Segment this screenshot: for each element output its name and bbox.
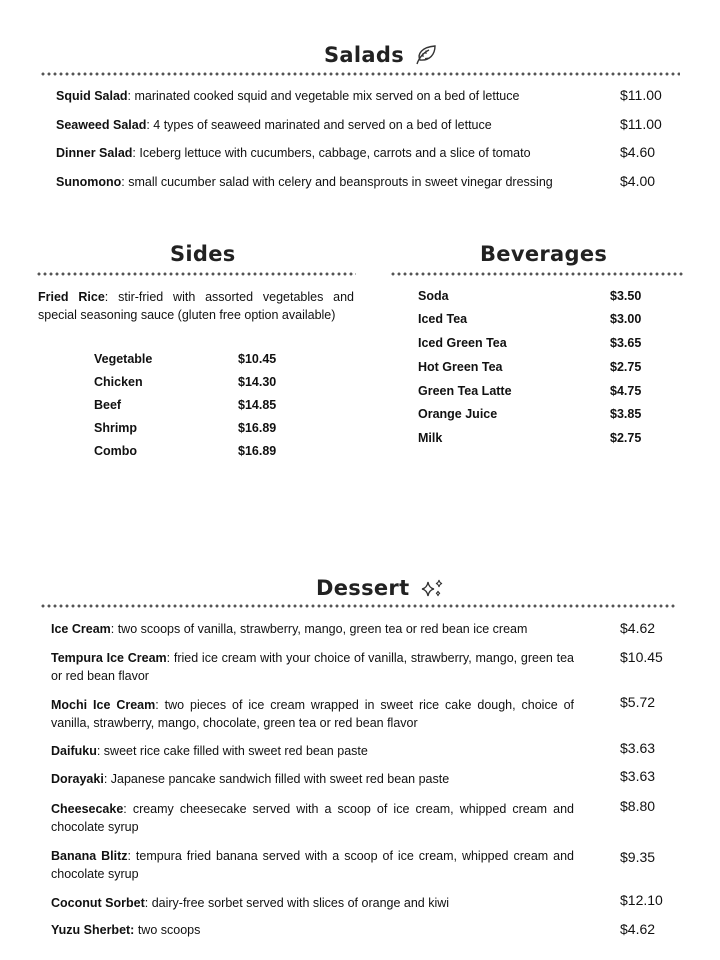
item-description: : two pieces of ice cream wrapped in sweet rice cake dough, choice of vanilla, strawberry, mango, chocolate, green tea or red bean flavor — [51, 698, 574, 730]
option-price: $16.89 — [238, 444, 277, 458]
item-price: $4.62 — [620, 620, 656, 636]
beverage-name: Green Tea Latte — [418, 384, 512, 398]
beverage-price: $2.75 — [610, 360, 642, 374]
item-name: Ice Cream — [51, 622, 111, 636]
leaf-icon — [414, 44, 438, 66]
option-name: Combo — [94, 444, 138, 458]
item-price: $4.00 — [620, 173, 656, 189]
beverage-price: $3.85 — [610, 407, 642, 421]
option-price: $14.30 — [238, 375, 277, 389]
item-price: $5.72 — [620, 694, 656, 710]
item-description: : fried ice cream with your choice of vanilla, strawberry, mango, green tea or red bean flavor — [51, 651, 574, 683]
item-description: : small cucumber salad with celery and beansprouts in sweet vinegar dressing — [121, 175, 553, 189]
beverage-name: Soda — [418, 289, 449, 303]
item-price: $12.10 — [620, 892, 663, 908]
item-price: $11.00 — [620, 116, 662, 132]
item-price: $4.60 — [620, 144, 656, 160]
menu-item — [56, 87, 586, 105]
item-description: : dairy-free sorbet served with slices of orange and kiwi — [144, 896, 450, 910]
beverages-heading — [480, 242, 607, 266]
item-name: Cheesecake — [51, 802, 124, 816]
item-description: : two scoops of vanilla, strawberry, mango, green tea or red bean ice cream — [110, 622, 528, 636]
beverage-name: Orange Juice — [418, 407, 498, 421]
salads-heading — [324, 43, 438, 67]
item-price: $11.00 — [620, 87, 662, 103]
item-price: $3.63 — [620, 768, 656, 784]
item-name: Sunomono — [56, 175, 122, 189]
item-description: : marinated cooked squid and vegetable mix served on a bed of lettuce — [127, 89, 520, 103]
sides-title: Sides — [170, 242, 236, 266]
option-name: Chicken — [94, 375, 143, 389]
menu-item — [51, 921, 574, 939]
item-name: Dorayaki — [51, 772, 104, 786]
item-name: Coconut Sorbet — [51, 896, 145, 910]
item-name: Banana Blitz — [51, 849, 128, 863]
salads-title: Salads — [324, 43, 404, 67]
item-description: two scoops — [134, 923, 201, 937]
item-description: : tempura fried banana served with a scoop of ice cream, whipped cream and chocolate syrup — [51, 849, 574, 881]
beverage-name: Milk — [418, 431, 443, 445]
beverage-name: Iced Green Tea — [418, 336, 507, 350]
beverage-price: $2.75 — [610, 431, 642, 445]
item-name: Squid Salad — [56, 89, 128, 103]
sides-heading — [170, 242, 236, 266]
option-name: Shrimp — [94, 421, 138, 435]
menu-item — [51, 620, 574, 638]
sides-divider — [36, 272, 356, 276]
item-name: Mochi Ice Cream — [51, 698, 156, 712]
item-description: : sweet rice cake filled with sweet red bean paste — [96, 744, 368, 758]
menu-item — [51, 696, 574, 732]
item-description: : stir-fried with assorted vegetables and special seasoning sauce (gluten free option available) — [38, 290, 355, 322]
item-name: Daifuku — [51, 744, 97, 758]
item-price: $8.80 — [620, 798, 656, 814]
option-name: Beef — [94, 398, 122, 412]
beverage-price: $3.65 — [610, 336, 642, 350]
beverage-price: $4.75 — [610, 384, 642, 398]
item-price: $3.63 — [620, 740, 656, 756]
item-name: Dinner Salad — [56, 146, 133, 160]
item-price: $4.62 — [620, 921, 656, 937]
beverage-price: $3.00 — [610, 312, 642, 326]
menu-item — [51, 770, 574, 788]
item-price: $10.45 — [620, 649, 663, 665]
item-price: $9.35 — [620, 849, 656, 865]
item-name: Tempura Ice Cream — [51, 651, 167, 665]
beverages-title: Beverages — [480, 242, 608, 266]
dessert-heading — [316, 576, 445, 600]
menu-item — [51, 894, 574, 912]
salads-divider — [40, 72, 680, 76]
item-description: : Japanese pancake sandwich filled with sweet red bean paste — [103, 772, 450, 786]
sparkle-icon — [419, 578, 445, 598]
beverages-divider — [390, 272, 684, 276]
option-price: $10.45 — [238, 352, 277, 366]
beverage-name: Iced Tea — [418, 312, 468, 326]
menu-item — [51, 800, 574, 836]
menu-item — [56, 116, 586, 134]
option-price: $14.85 — [238, 398, 277, 412]
item-description: : creamy cheesecake served with a scoop of ice cream, whipped cream and chocolate syrup — [51, 802, 574, 834]
option-name: Vegetable — [94, 352, 153, 366]
menu-item — [51, 742, 574, 760]
menu-item — [56, 144, 586, 162]
menu-item — [51, 847, 574, 883]
item-description: : 4 types of seaweed marinated and served on a bed of lettuce — [146, 118, 492, 132]
item-name: Fried Rice — [38, 290, 105, 304]
option-price: $16.89 — [238, 421, 277, 435]
menu-item — [38, 288, 354, 324]
menu-item — [51, 649, 574, 685]
item-name: Seaweed Salad — [56, 118, 147, 132]
menu-item — [56, 173, 586, 191]
item-description: : Iceberg lettuce with cucumbers, cabbage, carrots and a slice of tomato — [132, 146, 531, 160]
item-name: Yuzu Sherbet: — [51, 923, 135, 937]
dessert-title: Dessert — [316, 576, 410, 600]
dessert-divider — [40, 604, 676, 608]
beverage-price: $3.50 — [610, 289, 642, 303]
beverage-name: Hot Green Tea — [418, 360, 503, 374]
